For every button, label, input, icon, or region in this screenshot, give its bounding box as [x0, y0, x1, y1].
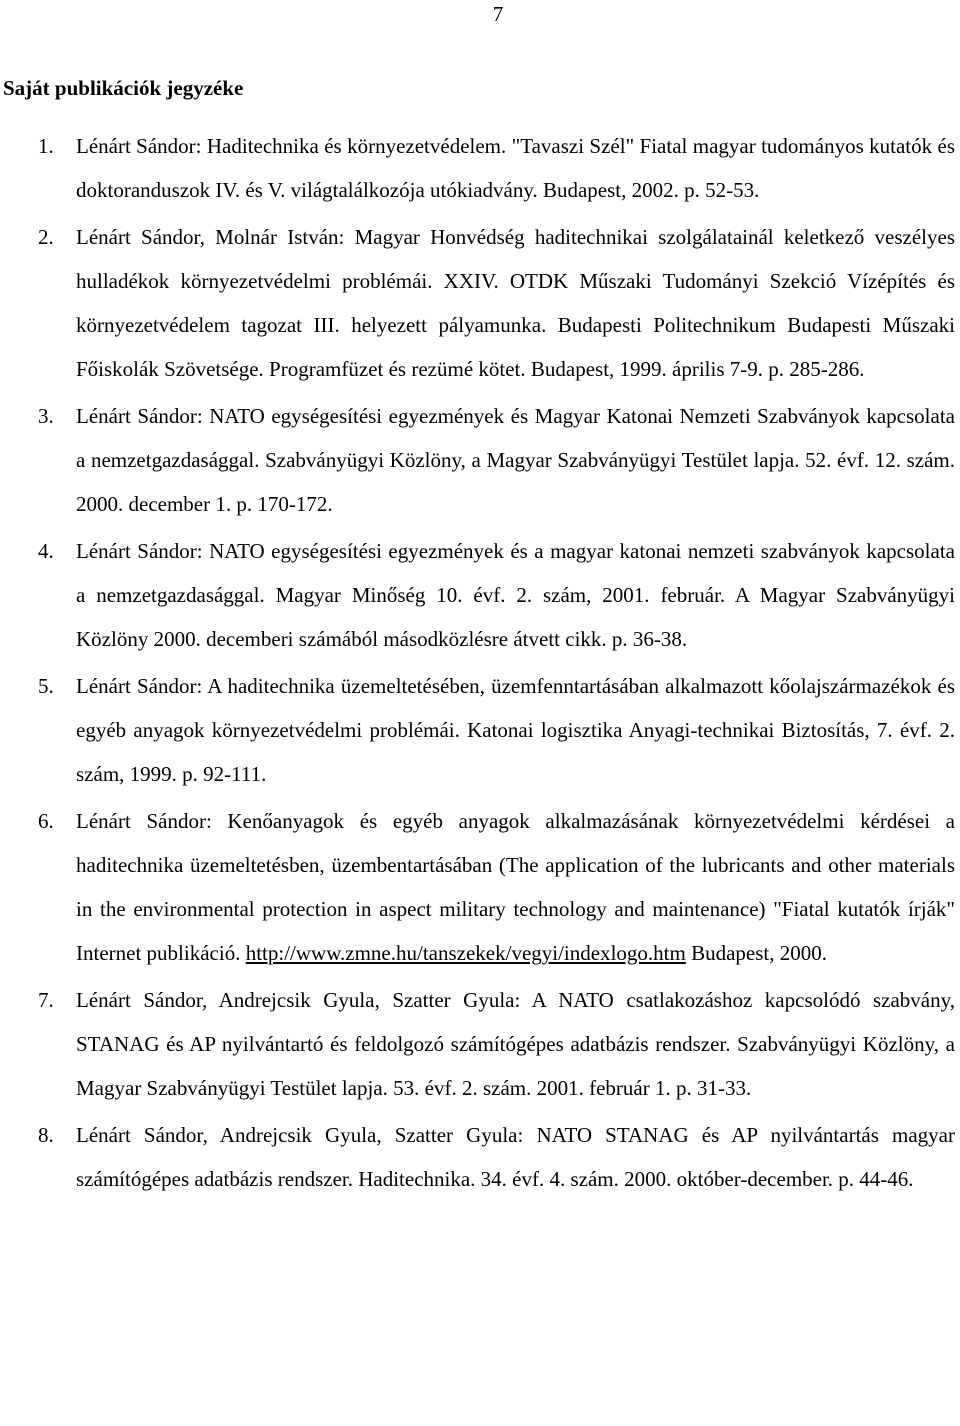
publication-item	[0, 978, 955, 1110]
publication-text: Lénárt Sándor, Molnár István: Magyar Honvédség haditechnikai szolgálatainál keletkező veszélyes hulladékok környezetvédelmi problémái. XXIV. OTDK Műszaki Tudományi Szekció Vízépítés és környezetvédelem tagozat III. helyezett pályamunka. Budapesti Politechnikum Budapesti Műszaki Főiskolák Szövetsége. Programfüzet és rezümé kötet. Budapest, 1999. április 7-9. p. 285-286.	[76, 225, 955, 381]
publication-item	[0, 124, 955, 212]
publication-item	[0, 1113, 955, 1201]
page-number: 7	[492, 2, 504, 26]
publication-number: 3.	[38, 404, 54, 428]
publication-text: Lénárt Sándor: NATO egységesítési egyezmények és a magyar katonai nemzeti szabványok kapcsolata a nemzetgazdasággal. Magyar Minőség 10. évf. 2. szám, 2001. február. A Magyar Szabványügyi Közlöny 2000. decemberi számából másodközlésre átvett cikk. p. 36-38.	[76, 539, 955, 651]
publication-list	[0, 124, 955, 1204]
publication-text: Lénárt Sándor, Andrejcsik Gyula, Szatter Gyula: A NATO csatlakozáshoz kapcsolódó szabvány, STANAG és AP nyilvántartó és feldolgozó számítógépes adatbázis rendszer. Szabványügyi Közlöny, a Magyar Szabványügyi Testület lapja. 53. évf. 2. szám. 2001. február 1. p. 31-33.	[76, 988, 955, 1100]
publication-item	[0, 394, 955, 526]
publication-text: Lénárt Sándor: A haditechnika üzemeltetésében, üzemfenntartásában alkalmazott kőolajszármazékok és egyéb anyagok környezetvédelmi problémái. Katonai logisztika Anyagi-technikai Biztosítás, 7. évf. 2. szám, 1999. p. 92-111.	[76, 674, 955, 786]
publication-link[interactable]: http://www.zmne.hu/tanszekek/vegyi/indexlogo.htm	[245, 941, 686, 965]
publication-text: Lénárt Sándor: NATO egységesítési egyezmények és Magyar Katonai Nemzeti Szabványok kapcsolata a nemzetgazdasággal. Szabványügyi Közlöny, a Magyar Szabványügyi Testület lapja. 52. évf. 12. szám. 2000. december 1. p. 170-172.	[76, 404, 955, 516]
publication-item	[0, 529, 955, 661]
publication-number: 6.	[38, 809, 54, 833]
publication-number: 2.	[38, 225, 54, 249]
publication-text-after: Budapest, 2000.	[685, 941, 827, 965]
publication-item	[0, 799, 955, 975]
page-title: Saját publikációk jegyzéke	[3, 76, 244, 100]
publication-item	[0, 664, 955, 796]
publication-number: 8.	[38, 1123, 54, 1147]
publication-text: Lénárt Sándor: Haditechnika és környezetvédelem. "Tavaszi Szél" Fiatal magyar tudományos kutatók és doktoranduszok IV. és V. világtalálkozója utókiadvány. Budapest, 2002. p. 52-53.	[76, 134, 955, 202]
publication-number: 4.	[38, 539, 54, 563]
publication-text: Lénárt Sándor, Andrejcsik Gyula, Szatter Gyula: NATO STANAG és AP nyilvántartás magyar számítógépes adatbázis rendszer. Haditechnika. 34. évf. 4. szám. 2000. október-december. p. 44-46.	[76, 1123, 955, 1191]
publication-item	[0, 215, 955, 391]
publication-text: Lénárt Sándor: Kenőanyagok és egyéb anyagok alkalmazásának környezetvédelmi kérdései a haditechnika üzemeltetésben, üzembentartásában (The application of the lubricants and other materials in the environmental protection in aspect military technology and maintenance) "Fiatal kutatók írják" Internet publikáció.	[76, 809, 955, 965]
publication-number: 1.	[38, 134, 54, 158]
publication-number: 7.	[38, 988, 54, 1012]
publication-number: 5.	[38, 674, 54, 698]
